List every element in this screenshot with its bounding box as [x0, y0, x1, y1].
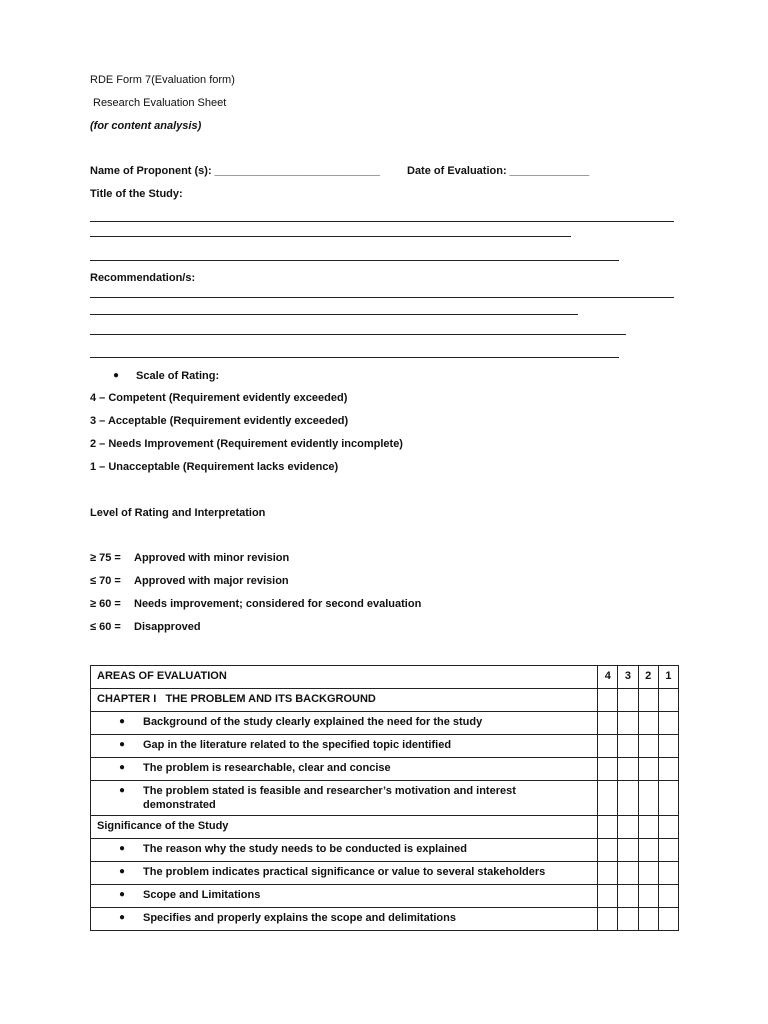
criterion-text: Scope and Limitations: [143, 889, 261, 901]
rating-cell[interactable]: [618, 839, 638, 862]
bullet-icon: ●: [119, 889, 126, 900]
criterion-text: Specifies and properly explains the scope and delimitations: [143, 912, 456, 924]
rating-cell[interactable]: [638, 689, 658, 712]
rating-cell[interactable]: [618, 689, 638, 712]
table-row: [91, 781, 679, 816]
rating-cell[interactable]: [638, 816, 658, 839]
interpretation-range: ≥ 60 =: [90, 598, 121, 610]
chapter-heading: CHAPTER I THE PROBLEM AND ITS BACKGROUND: [91, 689, 598, 712]
rating-cell[interactable]: [598, 816, 618, 839]
rating-cell[interactable]: [618, 735, 638, 758]
rating-cell[interactable]: [618, 758, 638, 781]
proponent-field-label: Name of Proponent (s): ___________________________: [90, 165, 380, 177]
recommendation-blank-line-1: [90, 297, 674, 298]
rating-cell[interactable]: [598, 908, 618, 931]
areas-header-cell: AREAS OF EVALUATION: [91, 666, 598, 689]
table-row: [91, 758, 679, 781]
rating-header-3: 3: [618, 666, 638, 689]
interpretation-range: ≥ 75 =: [90, 552, 121, 564]
rating-cell[interactable]: [638, 839, 658, 862]
rating-cell[interactable]: [598, 735, 618, 758]
rating-cell[interactable]: [598, 885, 618, 908]
rating-header-4: 4: [598, 666, 618, 689]
title-blank-line-1: [90, 221, 674, 222]
table-row: [91, 839, 679, 862]
recommendation-blank-line-2: [90, 314, 578, 315]
rating-cell[interactable]: [598, 758, 618, 781]
rating-cell[interactable]: [598, 839, 618, 862]
title-blank-line-3: [90, 260, 619, 261]
interpretation-meaning: Approved with minor revision: [134, 552, 290, 564]
bullet-icon: ●: [119, 912, 126, 923]
rating-header-1: 1: [658, 666, 678, 689]
rating-cell[interactable]: [658, 712, 678, 735]
bullet-icon: ●: [119, 843, 126, 854]
rating-cell[interactable]: [658, 758, 678, 781]
rating-cell[interactable]: [618, 908, 638, 931]
interpretation-meaning: Needs improvement; considered for second evaluation: [134, 598, 422, 610]
form-subtitle: (for content analysis): [90, 120, 202, 132]
rating-cell[interactable]: [638, 781, 658, 816]
criterion-text: Gap in the literature related to the specified topic identified: [143, 739, 452, 751]
table-row: [91, 908, 679, 931]
rating-cell[interactable]: [658, 839, 678, 862]
recommendation-blank-line-4: [90, 357, 619, 358]
sheet-title: Research Evaluation Sheet: [93, 97, 227, 109]
table-row: [91, 885, 679, 908]
rating-cell[interactable]: [658, 781, 678, 816]
rating-cell[interactable]: [618, 781, 638, 816]
table-header-row: [91, 666, 679, 689]
rating-cell[interactable]: [658, 908, 678, 931]
interpretation-heading: Level of Rating and Interpretation: [90, 507, 266, 519]
criterion-text: The problem is researchable, clear and concise: [143, 762, 391, 774]
rating-cell[interactable]: [598, 781, 618, 816]
interpretation-range: ≤ 70 =: [90, 575, 121, 587]
bullet-icon: ●: [119, 866, 126, 877]
rating-cell[interactable]: [598, 712, 618, 735]
rating-cell[interactable]: [658, 885, 678, 908]
rating-cell[interactable]: [598, 689, 618, 712]
rating-cell[interactable]: [618, 862, 638, 885]
rating-cell[interactable]: [658, 689, 678, 712]
scale-item-3: 3 – Acceptable (Requirement evidently exceeded): [90, 415, 349, 427]
form-name: RDE Form 7(Evaluation form): [90, 74, 235, 86]
rating-cell[interactable]: [658, 735, 678, 758]
bullet-icon: ●: [119, 716, 126, 727]
recommendation-label: Recommendation/s:: [90, 272, 196, 284]
scale-item-1: 1 – Unacceptable (Requirement lacks evidence): [90, 461, 339, 473]
chapter-heading-row: [91, 689, 679, 712]
scale-item-2: 2 – Needs Improvement (Requirement evidently incomplete): [90, 438, 403, 450]
recommendation-blank-line-3: [90, 334, 626, 335]
study-title-label: Title of the Study:: [90, 188, 183, 200]
scale-item-4: 4 – Competent (Requirement evidently exceeded): [90, 392, 348, 404]
interpretation-range: ≤ 60 =: [90, 621, 121, 633]
rating-cell[interactable]: [638, 735, 658, 758]
criterion-text: The problem indicates practical significance or value to several stakeholders: [143, 866, 546, 878]
bullet-icon: ●: [113, 370, 120, 381]
rating-cell[interactable]: [598, 862, 618, 885]
rating-cell[interactable]: [638, 758, 658, 781]
rating-header-2: 2: [638, 666, 658, 689]
bullet-icon: ●: [119, 739, 126, 750]
table-row: [91, 862, 679, 885]
significance-heading: Significance of the Study: [91, 816, 598, 839]
rating-cell[interactable]: [618, 712, 638, 735]
rating-cell[interactable]: [618, 885, 638, 908]
rating-cell[interactable]: [638, 712, 658, 735]
date-field-label: Date of Evaluation: _____________: [407, 165, 590, 177]
rating-cell[interactable]: [658, 862, 678, 885]
rating-cell[interactable]: [638, 862, 658, 885]
scale-heading: Scale of Rating:: [136, 370, 220, 382]
table-row: [91, 735, 679, 758]
rating-cell[interactable]: [618, 816, 638, 839]
interpretation-meaning: Approved with major revision: [134, 575, 289, 587]
table-row: [91, 712, 679, 735]
criterion-text: The problem stated is feasible and researcher’s motivation and interest demonstrated: [143, 785, 516, 811]
criterion-text: The reason why the study needs to be conducted is explained: [143, 843, 467, 855]
rating-cell[interactable]: [638, 908, 658, 931]
rating-cell[interactable]: [638, 885, 658, 908]
criterion-text: Background of the study clearly explained the need for the study: [143, 716, 483, 728]
significance-heading-row: [91, 816, 679, 839]
title-blank-line-2: [90, 236, 571, 237]
bullet-icon: ●: [119, 762, 126, 773]
rating-cell[interactable]: [658, 816, 678, 839]
evaluation-table: [90, 665, 679, 931]
bullet-icon: ●: [119, 785, 126, 796]
interpretation-meaning: Disapproved: [134, 621, 201, 633]
